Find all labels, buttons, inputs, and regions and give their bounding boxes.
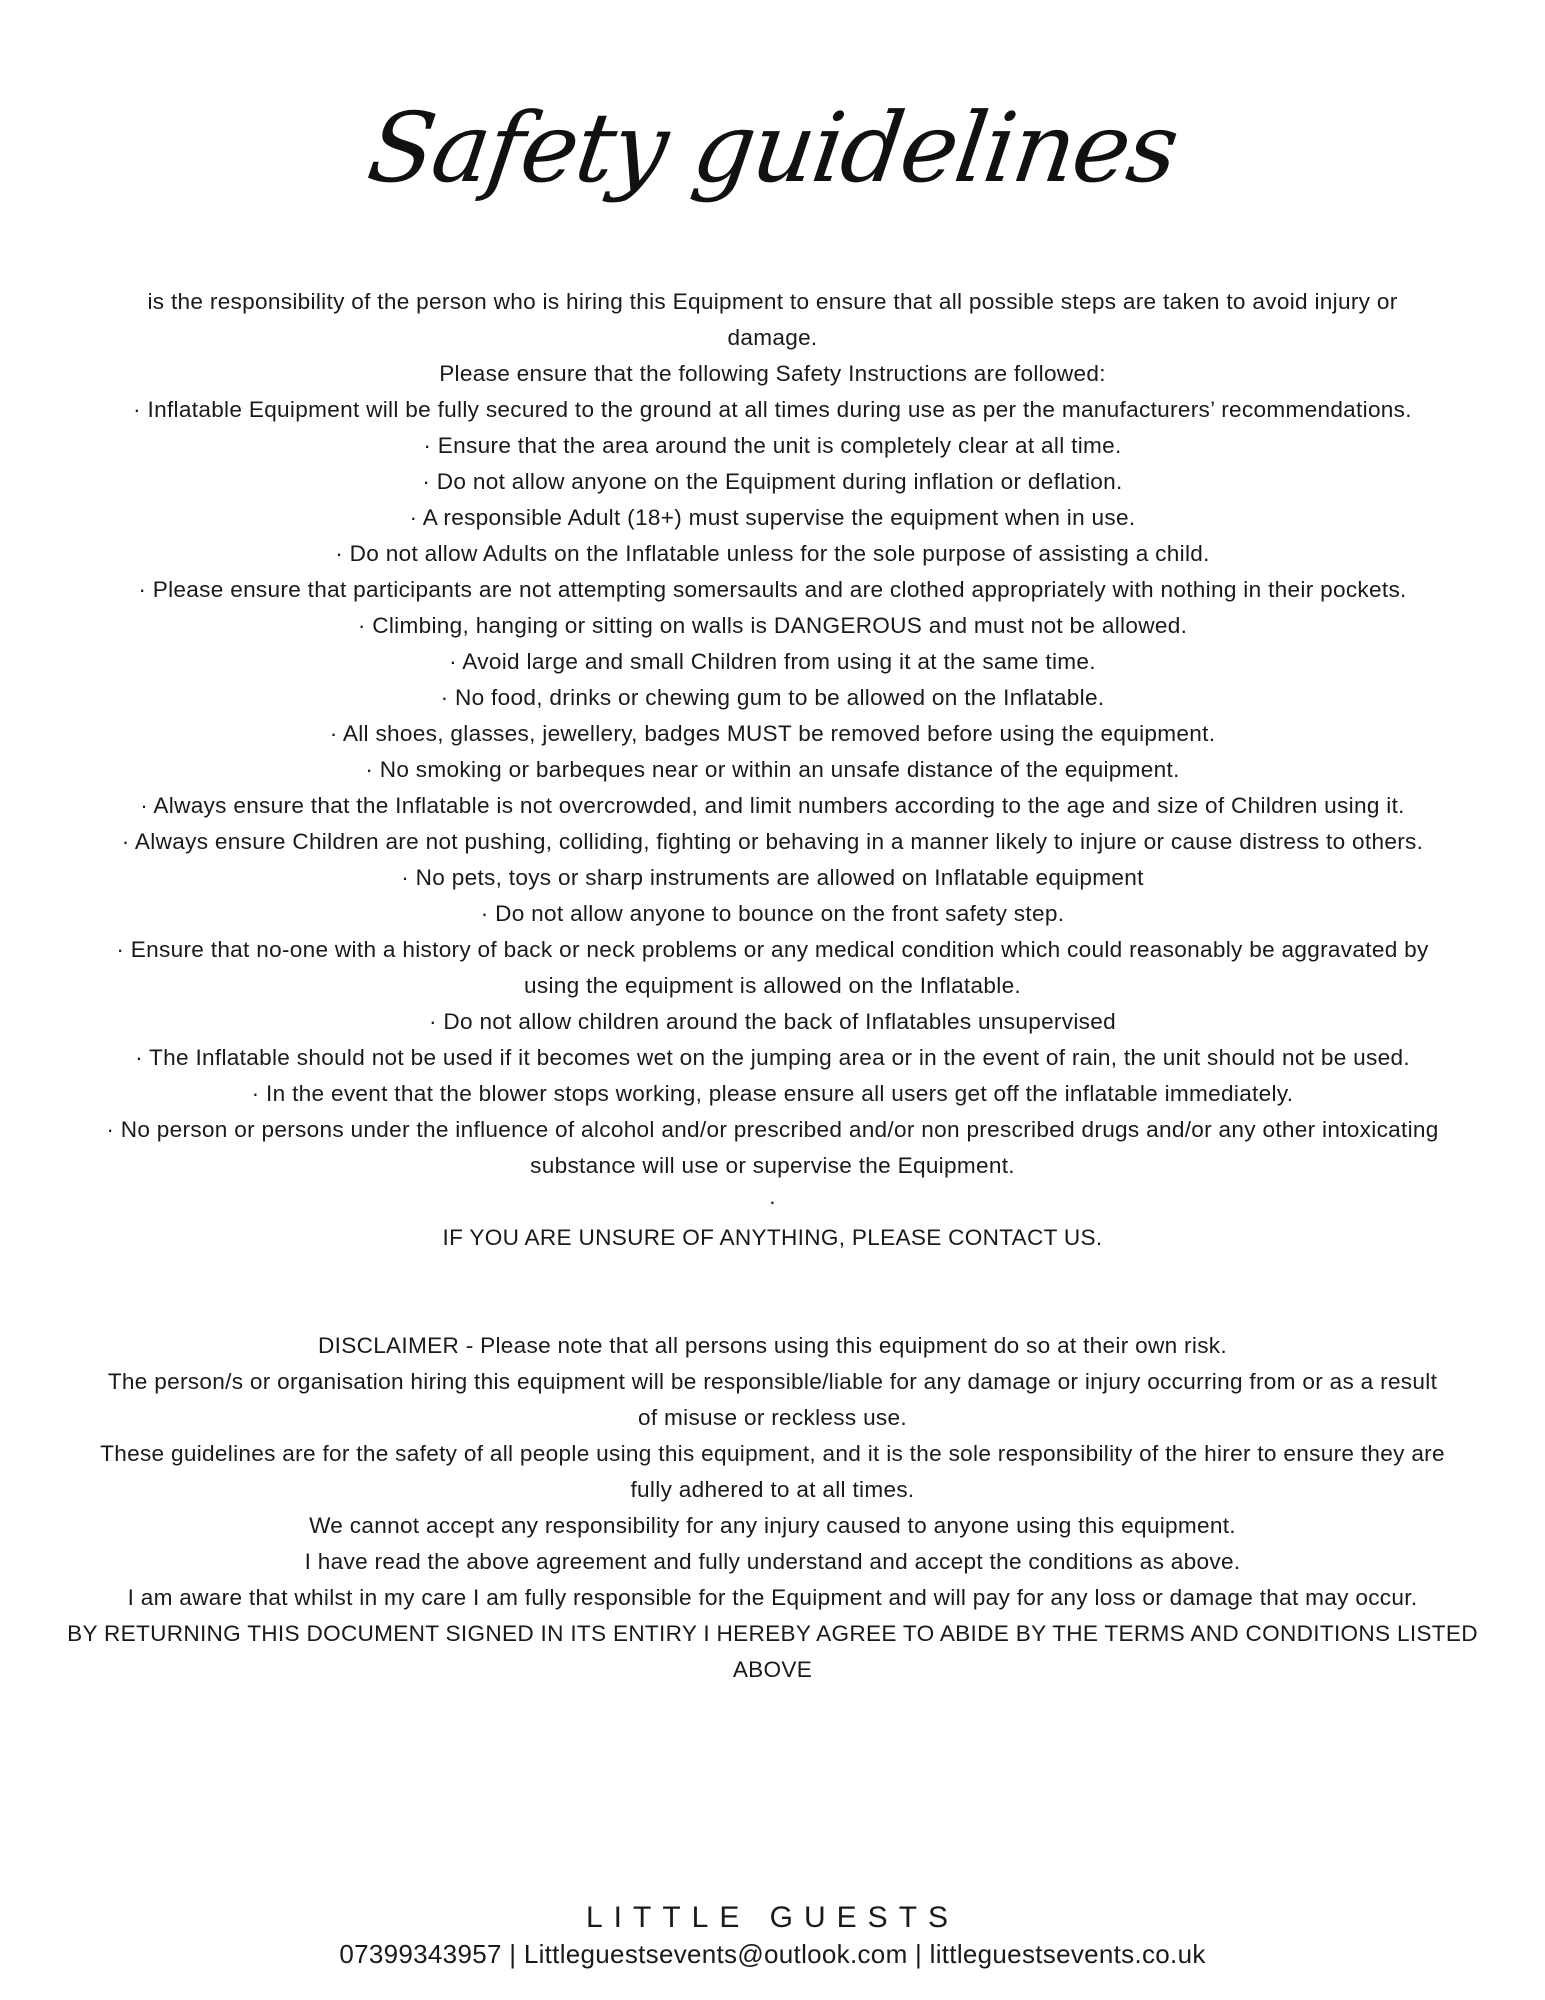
rule-line: · No smoking or barbeques near or within an unsafe distance of the equipment. [365, 757, 1180, 782]
footer-brand: LITTLE GUESTS [585, 1901, 960, 1934]
rule-line: · The Inflatable should not be used if it becomes wet on the jumping area or in the event of rain, the unit should not be used. [135, 1045, 1410, 1070]
rule-line: · Ensure that no-one with a history of back or neck problems or any medical condition which could reasonably be aggravated by [116, 937, 1429, 962]
contact-notice: IF YOU ARE UNSURE OF ANYTHING, PLEASE CONTACT US. [442, 1225, 1103, 1250]
rule-line: · No person or persons under the influence of alcohol and/or prescribed and/or non prescribed drugs and/or any other intoxicating [106, 1117, 1439, 1142]
rule-line: · Do not allow anyone on the Equipment during inflation or deflation. [422, 469, 1123, 494]
rule-line: using the equipment is allowed on the Inflatable. [523, 973, 1022, 998]
footer-contact: 07399343957 | Littleguestsevents@outlook.com | littleguestsevents.co.uk [339, 1939, 1206, 1969]
rule-line: · Do not allow children around the back of Inflatables unsupervised [428, 1009, 1116, 1034]
disclaimer-line: BY RETURNING THIS DOCUMENT SIGNED IN ITS ENTIRY I HEREBY AGREE TO ABIDE BY THE TERMS AND CONDITIONS LISTED [67, 1621, 1478, 1646]
rule-line: · Ensure that the area around the unit is completely clear at all time. [423, 433, 1122, 458]
rule-line: · Please ensure that participants are not attempting somersaults and are clothed appropriately with nothing in their pockets. [138, 577, 1407, 602]
rule-line: · Do not allow anyone to bounce on the front safety step. [480, 901, 1065, 926]
rule-line: · [768, 1189, 777, 1214]
rule-line: · Always ensure that the Inflatable is not overcrowded, and limit numbers according to the age and size of Children using it. [140, 793, 1405, 818]
rule-line: · A responsible Adult (18+) must supervise the equipment when in use. [409, 505, 1136, 530]
rule-line: · Do not allow Adults on the Inflatable unless for the sole purpose of assisting a child. [335, 541, 1210, 566]
disclaimer-line: of misuse or reckless use. [638, 1405, 907, 1430]
disclaimer-line: DISCLAIMER - Please note that all persons using this equipment do so at their own risk. [318, 1333, 1227, 1358]
rule-line: · In the event that the blower stops working, please ensure all users get off the inflatable immediately. [251, 1081, 1294, 1106]
intro-line: damage. [727, 325, 818, 350]
intro-line: is the responsibility of the person who is hiring this Equipment to ensure that all possible steps are taken to avoid injury or [147, 289, 1398, 314]
rule-line: · All shoes, glasses, jewellery, badges MUST be removed before using the equipment. [329, 721, 1216, 746]
disclaimer-line: ABOVE [732, 1657, 813, 1682]
disclaimer-line: These guidelines are for the safety of all people using this equipment, and it is the sole responsibility of the hirer to ensure they are [100, 1441, 1445, 1466]
rule-line: substance will use or supervise the Equipment. [530, 1153, 1015, 1178]
disclaimer-line: fully adhered to at all times. [630, 1477, 915, 1502]
disclaimer-line: I am aware that whilst in my care I am fully responsible for the Equipment and will pay for any loss or damage that may occur. [127, 1585, 1418, 1610]
rule-line: · No food, drinks or chewing gum to be allowed on the Inflatable. [440, 685, 1105, 710]
intro-line: Please ensure that the following Safety Instructions are followed: [439, 361, 1106, 386]
rule-line: · No pets, toys or sharp instruments are allowed on Inflatable equipment [401, 865, 1144, 890]
rule-line: · Climbing, hanging or sitting on walls is DANGEROUS and must not be allowed. [357, 613, 1188, 638]
page-title: Safety guidelines [361, 92, 1184, 204]
disclaimer-line: I have read the above agreement and fully understand and accept the conditions as above. [304, 1549, 1241, 1574]
disclaimer-line: The person/s or organisation hiring this equipment will be responsible/liable for any damage or injury occurring from or as a result [107, 1369, 1438, 1394]
rule-line: · Inflatable Equipment will be fully secured to the ground at all times during use as per the manufacturers’ recommendations. [133, 397, 1412, 422]
disclaimer-line: We cannot accept any responsibility for any injury caused to anyone using this equipment. [309, 1513, 1236, 1538]
spacer [0, 1256, 1545, 1328]
rule-line: · Avoid large and small Children from using it at the same time. [449, 649, 1096, 674]
rule-line: · Always ensure Children are not pushing, colliding, fighting or behaving in a manner likely to injure or cause distress to others. [121, 829, 1424, 854]
guidelines-body [0, 284, 1545, 1688]
